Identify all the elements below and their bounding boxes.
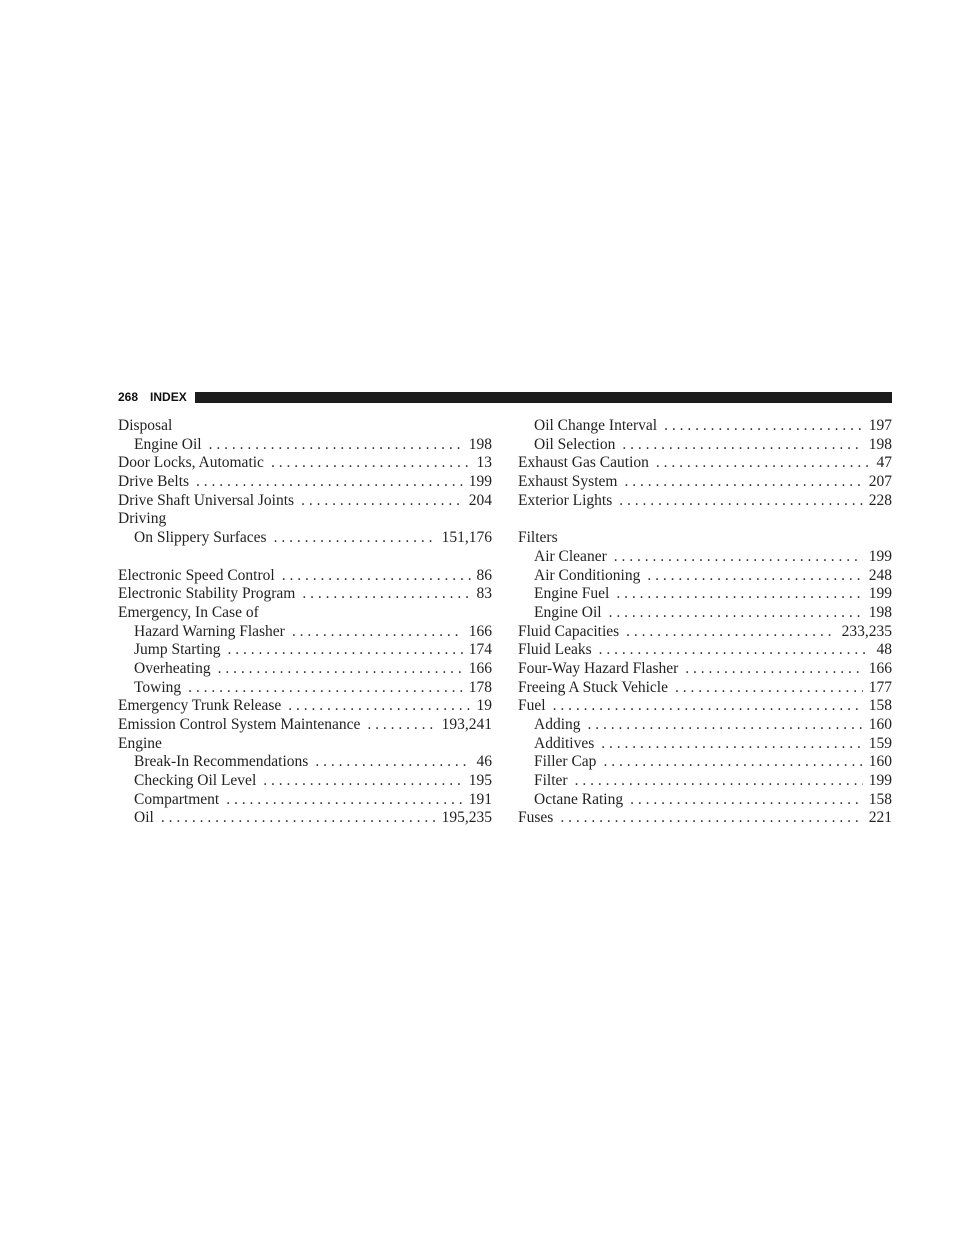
index-entry	[518, 641, 892, 660]
index-column-left	[118, 417, 492, 828]
entry-page-number: 166	[868, 659, 892, 677]
entry-label: Filler Cap	[534, 753, 597, 771]
entry-page-number: 195,235	[441, 809, 492, 827]
entry-label: Towing	[134, 678, 182, 696]
dot-leader	[675, 679, 863, 698]
index-subentry	[118, 660, 492, 679]
index-entry	[118, 492, 492, 511]
entry-page-number: 46	[476, 753, 492, 771]
index-entry	[518, 529, 892, 548]
index-subentry	[118, 679, 492, 698]
dot-leader	[292, 623, 463, 642]
entry-page-number: 13	[476, 454, 492, 472]
entry-label: Emergency Trunk Release	[118, 697, 282, 715]
entry-page-number: 204	[468, 491, 492, 509]
index-subentry	[518, 753, 892, 772]
entry-page-number: 158	[868, 790, 892, 808]
index-spacer	[518, 510, 892, 529]
entry-page-number: 207	[868, 473, 892, 491]
index-subentry	[518, 417, 892, 436]
dot-leader	[228, 641, 463, 660]
index-entry	[518, 660, 892, 679]
entry-page-number: 195	[468, 772, 492, 790]
entry-label: Four-Way Hazard Flasher	[518, 659, 679, 677]
index-subentry	[518, 548, 892, 567]
entry-page-number: 160	[868, 753, 892, 771]
index-subentry	[118, 641, 492, 660]
entry-page-number: 248	[868, 566, 892, 584]
index-spacer	[118, 548, 492, 567]
entry-page-number: 159	[868, 734, 892, 752]
dot-leader	[226, 791, 463, 810]
entry-label: Electronic Speed Control	[118, 566, 275, 584]
index-subentry	[118, 529, 492, 548]
index-entry	[518, 454, 892, 473]
index-subentry	[118, 753, 492, 772]
dot-leader	[685, 660, 862, 679]
entry-label: Compartment	[134, 790, 220, 808]
index-entry	[518, 492, 892, 511]
entry-label: Overheating	[134, 659, 211, 677]
index-subentry	[118, 772, 492, 791]
dot-leader	[588, 716, 863, 735]
entry-page-number: 228	[868, 491, 892, 509]
entry-label: Filters	[518, 529, 558, 547]
entry-label: Fuel	[518, 697, 546, 715]
index-subentry	[118, 436, 492, 455]
dot-leader	[288, 697, 470, 716]
dot-leader	[271, 454, 471, 473]
dot-leader	[560, 809, 862, 828]
index-subentry	[518, 735, 892, 754]
entry-page-number: 199	[868, 585, 892, 603]
entry-label: Hazard Warning Flasher	[134, 622, 285, 640]
entry-label: Freeing A Stuck Vehicle	[518, 678, 668, 696]
dot-leader	[196, 473, 463, 492]
entry-label: Drive Belts	[118, 473, 190, 491]
entry-label: Exhaust System	[518, 473, 618, 491]
dot-leader	[188, 679, 463, 698]
entry-label: Engine Oil	[534, 603, 602, 621]
entry-page-number: 47	[876, 454, 892, 472]
section-title: INDEX	[150, 390, 187, 404]
index-subentry	[518, 772, 892, 791]
entry-page-number: 199	[468, 473, 492, 491]
entry-page-number: 86	[476, 566, 492, 584]
page-number: 268	[118, 390, 139, 404]
entry-page-number: 166	[468, 659, 492, 677]
entry-page-number: 221	[868, 809, 892, 827]
index-entry	[118, 604, 492, 623]
entry-label: Adding	[534, 716, 581, 733]
entry-page-number: 233,235	[841, 622, 892, 640]
index-column-right	[518, 417, 892, 828]
dot-leader	[630, 791, 863, 810]
entry-label: Oil Selection	[534, 435, 616, 453]
entry-label: On Slippery Surfaces	[134, 529, 267, 547]
dot-leader	[553, 697, 863, 716]
entry-page-number: 160	[868, 716, 892, 733]
dot-leader	[626, 623, 835, 642]
dot-leader	[575, 772, 863, 791]
index-entry	[118, 473, 492, 492]
entry-label: Engine Oil	[134, 435, 202, 453]
entry-label: Fluid Capacities	[518, 622, 620, 640]
index-subentry	[118, 623, 492, 642]
entry-page-number: 193,241	[441, 716, 492, 733]
entry-label: Oil	[134, 809, 154, 827]
entry-label: Octane Rating	[534, 790, 624, 808]
dot-leader	[209, 436, 463, 455]
dot-leader	[622, 436, 862, 455]
entry-page-number: 174	[468, 641, 492, 659]
entry-label: Checking Oil Level	[134, 772, 257, 790]
entry-label: Electronic Stability Program	[118, 585, 296, 603]
index-subentry	[518, 567, 892, 586]
entry-page-number: 199	[868, 772, 892, 790]
index-entry	[118, 697, 492, 716]
dot-leader	[367, 716, 435, 735]
header-rule	[195, 392, 892, 403]
entry-page-number: 151,176	[441, 529, 492, 547]
entry-label: Air Conditioning	[534, 566, 641, 584]
dot-leader	[302, 585, 470, 604]
entry-label: Door Locks, Automatic	[118, 454, 264, 472]
dot-leader	[599, 641, 871, 660]
dot-leader	[656, 454, 871, 473]
entry-page-number: 166	[468, 622, 492, 640]
dot-leader	[647, 567, 862, 586]
dot-leader	[315, 753, 470, 772]
page-header	[118, 390, 892, 404]
dot-leader	[301, 492, 463, 511]
entry-label: Fluid Leaks	[518, 641, 592, 659]
index-entry	[518, 679, 892, 698]
dot-leader	[614, 548, 863, 567]
index-subentry	[118, 809, 492, 828]
index-entry	[118, 454, 492, 473]
dot-leader	[664, 417, 863, 436]
dot-leader	[609, 604, 863, 623]
entry-page-number: 19	[476, 697, 492, 715]
entry-label: Disposal	[118, 417, 173, 434]
entry-page-number: 177	[868, 678, 892, 696]
entry-page-number: 198	[868, 435, 892, 453]
dot-leader	[601, 735, 862, 754]
index-entry	[518, 809, 892, 828]
entry-page-number: 83	[476, 585, 492, 603]
index-entry	[118, 510, 492, 529]
dot-leader	[263, 772, 463, 791]
index-subentry	[518, 585, 892, 604]
entry-label: Fuses	[518, 809, 554, 827]
index-entry	[118, 735, 492, 754]
entry-label: Additives	[534, 734, 595, 752]
entry-label: Exhaust Gas Caution	[518, 454, 649, 472]
entry-label: Break-In Recommendations	[134, 753, 309, 771]
entry-page-number: 197	[868, 417, 892, 434]
entry-page-number: 198	[468, 435, 492, 453]
entry-page-number: 199	[868, 547, 892, 565]
index-entry	[118, 716, 492, 735]
dot-leader	[619, 492, 862, 511]
index-entry	[518, 697, 892, 716]
dot-leader	[624, 473, 862, 492]
index-subentry	[118, 791, 492, 810]
entry-label: Oil Change Interval	[534, 417, 658, 434]
entry-page-number: 158	[868, 697, 892, 715]
entry-label: Engine	[118, 734, 162, 752]
dot-leader	[603, 753, 862, 772]
entry-page-number: 48	[876, 641, 892, 659]
entry-page-number: 198	[868, 603, 892, 621]
index-entry	[518, 623, 892, 642]
index-subentry	[518, 716, 892, 735]
entry-label: Drive Shaft Universal Joints	[118, 491, 295, 509]
dot-leader	[282, 567, 471, 586]
entry-label: Filter	[534, 772, 568, 790]
entry-page-number: 191	[468, 790, 492, 808]
entry-label: Engine Fuel	[534, 585, 610, 603]
dot-leader	[616, 585, 862, 604]
index-entry	[118, 567, 492, 586]
index-subentry	[518, 791, 892, 810]
index-entry	[118, 417, 492, 436]
entry-label: Driving	[118, 510, 167, 528]
dot-leader	[161, 809, 436, 828]
entry-page-number: 178	[468, 678, 492, 696]
index-subentry	[518, 604, 892, 623]
entry-label: Air Cleaner	[534, 547, 607, 565]
entry-label: Emergency, In Case of	[118, 603, 259, 621]
index-subentry	[518, 436, 892, 455]
entry-label: Jump Starting	[134, 641, 221, 659]
index-entry	[518, 473, 892, 492]
entry-label: Emission Control System Maintenance	[118, 716, 361, 733]
index-entry	[118, 585, 492, 604]
dot-leader	[274, 529, 436, 548]
dot-leader	[218, 660, 463, 679]
entry-label: Exterior Lights	[518, 491, 613, 509]
